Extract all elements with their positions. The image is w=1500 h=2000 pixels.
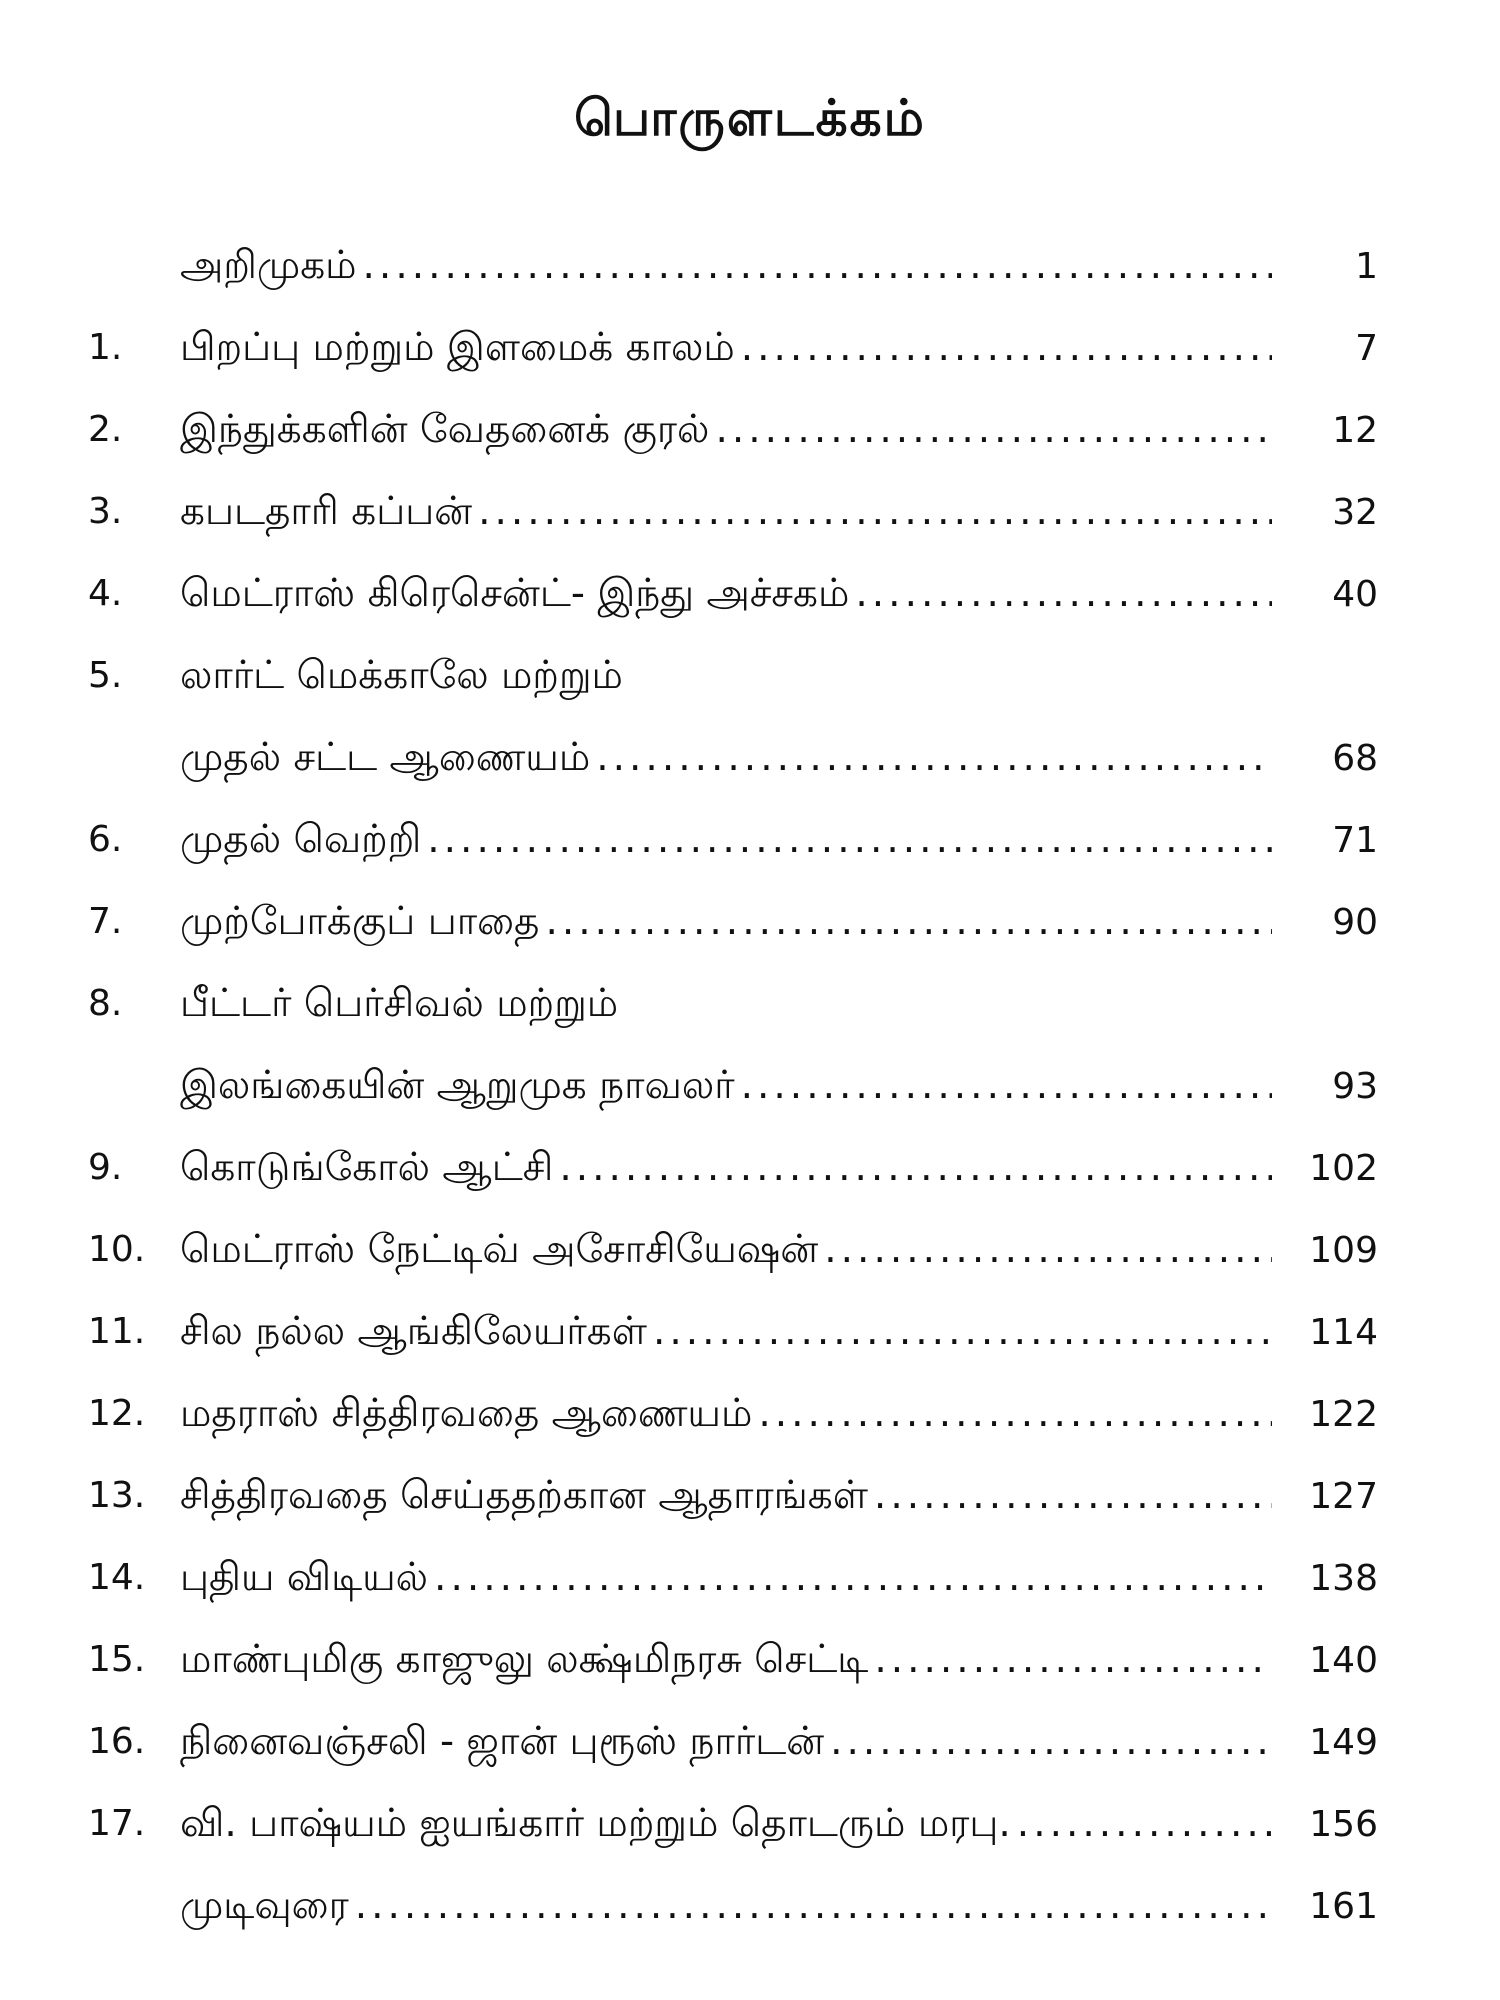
chapter-number: 5. — [88, 655, 123, 696]
chapter-title: முற்போக்குப் பாதை — [180, 899, 540, 944]
chapter-title: முடிவுரை — [180, 1883, 349, 1928]
toc-entry — [88, 635, 1378, 799]
toc-line — [88, 1127, 1378, 1209]
dot-leader — [434, 1537, 1272, 1619]
chapter-number: 1. — [88, 327, 123, 368]
chapter-title: நினைவஞ்சலி - ஜான் புரூஸ் நார்டன் — [180, 1719, 825, 1764]
chapter-title: மாண்புமிகு காஜுலு லக்ஷ்மிநரசு செட்டி — [180, 1637, 869, 1682]
toc-line — [88, 1537, 1378, 1619]
dot-leader — [1017, 1783, 1272, 1865]
dot-leader — [741, 307, 1272, 389]
page-number: 12 — [1332, 410, 1378, 451]
chapter-title: பிறப்பு மற்றும் இளமைக் காலம் — [180, 325, 735, 370]
page-number: 161 — [1309, 1886, 1378, 1927]
chapter-title: இலங்கையின் ஆறுமுக நாவலர் — [180, 1063, 735, 1108]
chapter-number: 3. — [88, 491, 123, 532]
page-number: 1 — [1355, 246, 1378, 287]
dot-leader — [355, 1865, 1272, 1947]
toc-line — [88, 881, 1378, 963]
toc-line — [88, 717, 1378, 799]
chapter-title: கபடதாரி கப்பன் — [180, 489, 473, 534]
page-number: 90 — [1332, 902, 1378, 943]
dot-leader — [596, 717, 1272, 799]
dot-leader — [855, 553, 1272, 635]
dot-leader — [741, 1045, 1272, 1127]
toc-entry — [88, 307, 1378, 389]
dot-leader — [824, 1209, 1272, 1291]
chapter-title: மெட்ராஸ் நேட்டிவ் அசோசியேஷன் — [180, 1227, 819, 1272]
chapter-number: 9. — [88, 1147, 123, 1188]
chapter-title: அறிமுகம் — [180, 243, 357, 288]
toc-entry — [88, 1619, 1378, 1701]
chapter-title: லார்ட் மெக்காலே மற்றும் — [180, 653, 623, 698]
page-number: 140 — [1309, 1640, 1378, 1681]
chapter-number: 16. — [88, 1721, 146, 1762]
chapter-number: 8. — [88, 983, 123, 1024]
toc-entry — [88, 1127, 1378, 1209]
toc-entry — [88, 471, 1378, 553]
toc-line — [88, 307, 1378, 389]
chapter-title: கொடுங்கோல் ஆட்சி — [180, 1145, 554, 1190]
chapter-title: சித்திரவதை செய்ததற்கான ஆதாரங்கள் — [180, 1473, 868, 1518]
toc-line — [88, 1865, 1378, 1947]
chapter-number: 13. — [88, 1475, 146, 1516]
dot-leader — [559, 1127, 1272, 1209]
toc-entry — [88, 1537, 1378, 1619]
toc-line — [88, 799, 1378, 881]
chapter-title: மெட்ராஸ் கிரெசென்ட்- இந்து அச்சகம் — [180, 571, 850, 616]
toc-line — [88, 1455, 1378, 1537]
toc-entry — [88, 963, 1378, 1127]
chapter-title: முதல் வெற்றி — [180, 817, 422, 862]
toc-line — [88, 635, 1378, 717]
chapter-title: சில நல்ல ஆங்கிலேயர்கள் — [180, 1309, 647, 1354]
page-number: 122 — [1309, 1394, 1378, 1435]
toc-line — [88, 225, 1378, 307]
chapter-title: புதிய விடியல் — [180, 1555, 429, 1600]
toc-entry — [88, 1455, 1378, 1537]
dot-leader — [715, 389, 1272, 471]
chapter-number: 12. — [88, 1393, 146, 1434]
dot-leader — [874, 1455, 1272, 1537]
toc-line — [88, 1783, 1378, 1865]
page-number: 71 — [1332, 820, 1378, 861]
page-number: 7 — [1355, 328, 1378, 369]
page-number: 138 — [1309, 1558, 1378, 1599]
toc-line — [88, 1209, 1378, 1291]
toc-line — [88, 389, 1378, 471]
page-number: 32 — [1332, 492, 1378, 533]
chapter-number: 10. — [88, 1229, 146, 1270]
page-number: 102 — [1309, 1148, 1378, 1189]
toc-entry — [88, 799, 1378, 881]
toc-entry — [88, 1373, 1378, 1455]
page-number: 149 — [1309, 1722, 1378, 1763]
page-number: 156 — [1309, 1804, 1378, 1845]
dot-leader — [653, 1291, 1272, 1373]
toc-entry — [88, 1209, 1378, 1291]
chapter-title: மதராஸ் சித்திரவதை ஆணையம் — [180, 1391, 753, 1436]
toc-line — [88, 1701, 1378, 1783]
chapter-number: 14. — [88, 1557, 146, 1598]
toc-entry — [88, 225, 1378, 307]
toc-line — [88, 963, 1378, 1045]
dot-leader — [830, 1701, 1272, 1783]
dot-leader — [874, 1619, 1272, 1701]
dot-leader — [758, 1373, 1272, 1455]
toc-entry — [88, 1865, 1378, 1947]
chapter-number: 7. — [88, 901, 123, 942]
page-number: 68 — [1332, 738, 1378, 779]
chapter-title: பீட்டர் பெர்சிவல் மற்றும் — [180, 981, 619, 1026]
chapter-number: 17. — [88, 1803, 146, 1844]
toc-entry — [88, 881, 1378, 963]
dot-leader — [478, 471, 1272, 553]
dot-leader — [363, 225, 1272, 307]
toc-line — [88, 1619, 1378, 1701]
toc-entry — [88, 389, 1378, 471]
toc-line — [88, 1373, 1378, 1455]
toc-line — [88, 1291, 1378, 1373]
page-number: 109 — [1309, 1230, 1378, 1271]
page-number: 127 — [1309, 1476, 1378, 1517]
chapter-number: 15. — [88, 1639, 146, 1680]
toc-line — [88, 471, 1378, 553]
dot-leader — [545, 881, 1272, 963]
toc-entry — [88, 553, 1378, 635]
page-title: பொருளடக்கம் — [574, 89, 926, 147]
table-of-contents — [88, 225, 1378, 1947]
chapter-title: முதல் சட்ட ஆணையம் — [180, 735, 591, 780]
page-number: 40 — [1332, 574, 1378, 615]
chapter-number: 11. — [88, 1311, 146, 1352]
chapter-title: இந்துக்களின் வேதனைக் குரல் — [180, 407, 710, 452]
chapter-number: 4. — [88, 573, 123, 614]
page-number: 114 — [1309, 1312, 1378, 1353]
dot-leader — [427, 799, 1272, 881]
chapter-title: வி. பாஷ்யம் ஐயங்கார் மற்றும் தொடரும் மரபு. — [180, 1801, 1011, 1846]
page-number: 93 — [1332, 1066, 1378, 1107]
toc-entry — [88, 1291, 1378, 1373]
toc-line — [88, 1045, 1378, 1127]
chapter-number: 6. — [88, 819, 123, 860]
toc-entry — [88, 1783, 1378, 1865]
toc-line — [88, 553, 1378, 635]
chapter-number: 2. — [88, 409, 123, 450]
toc-entry — [88, 1701, 1378, 1783]
